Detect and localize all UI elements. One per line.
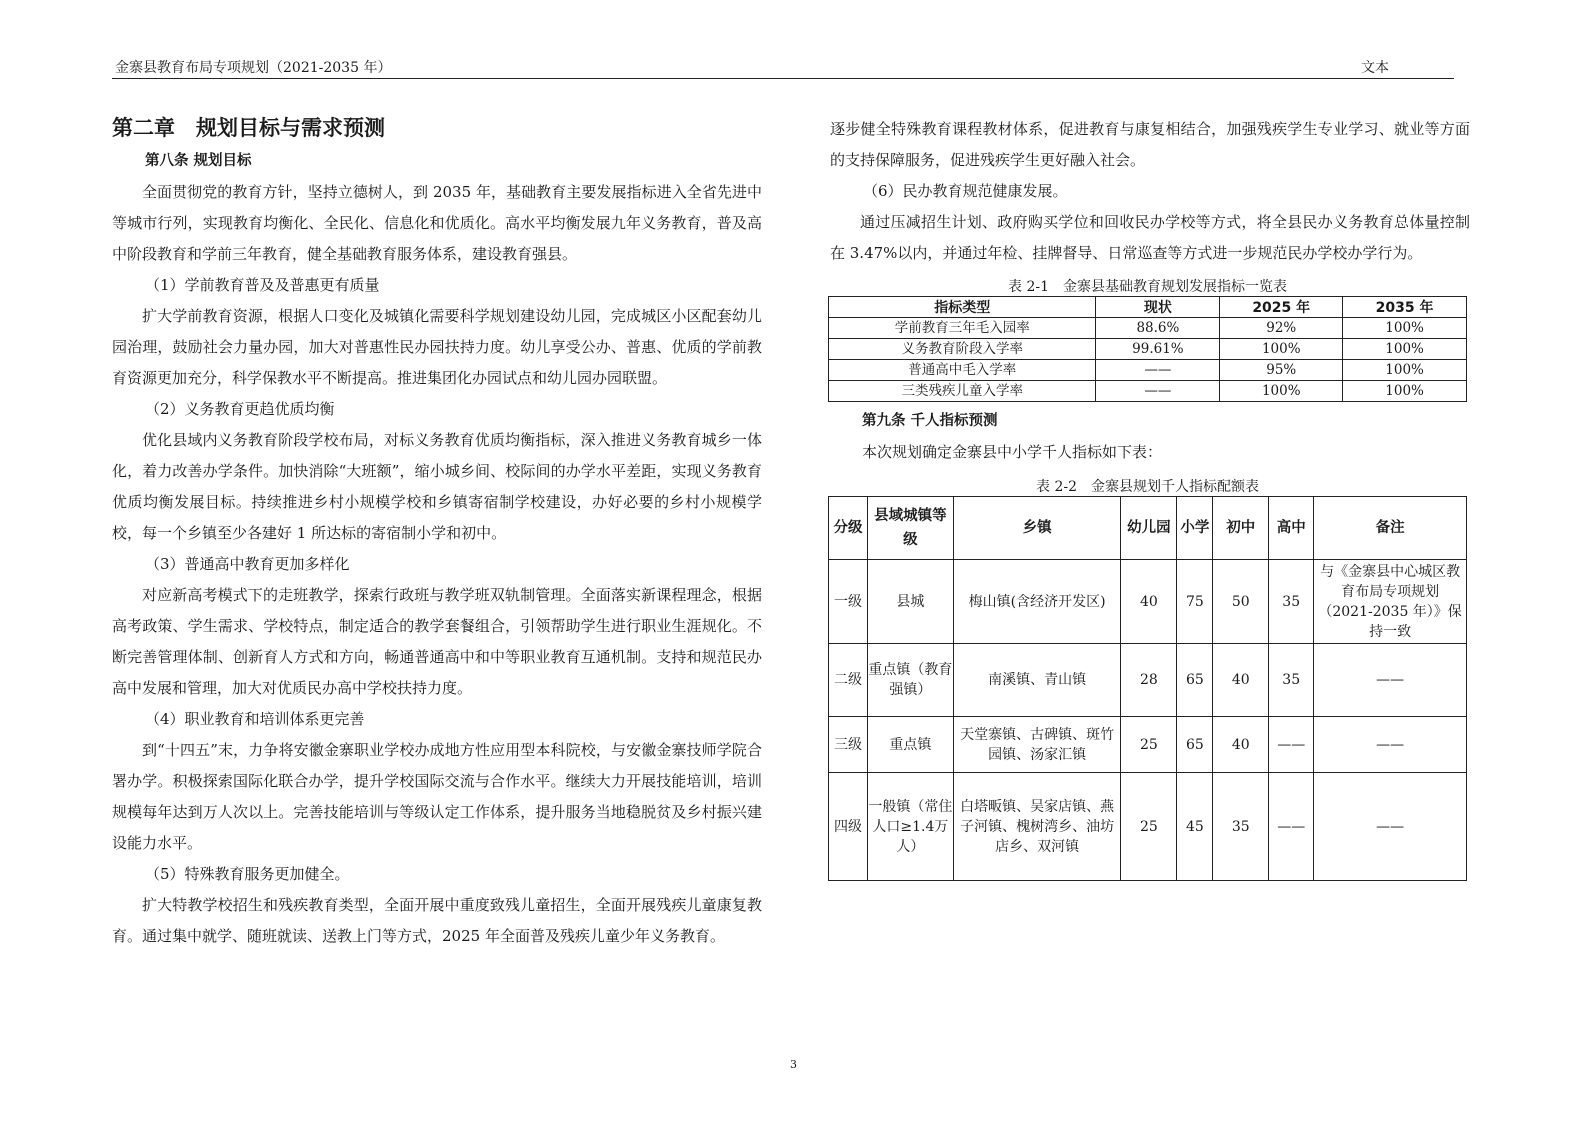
table2-quota: [828, 496, 1467, 881]
table-row: [829, 644, 1467, 717]
table-cell: 100%: [1343, 318, 1467, 339]
kindergarten-cell: 40: [1121, 560, 1177, 644]
header-divider: [112, 78, 1454, 79]
table-cell: 92%: [1220, 318, 1343, 339]
table2-caption: 表 2-2 金寨县规划千人指标配额表: [1036, 479, 1259, 495]
kindergarten-cell: 25: [1121, 717, 1177, 773]
level-cell: 三级: [829, 717, 868, 773]
level-cell: 一级: [829, 560, 868, 644]
grade-cell: 重点镇（教育强镇）: [867, 644, 953, 717]
right-column: [830, 114, 1470, 269]
table-cell: 100%: [1343, 381, 1467, 402]
high-cell: 35: [1269, 560, 1314, 644]
section-label: 文本: [1361, 60, 1389, 76]
table2-header-cell: 幼儿园: [1121, 497, 1177, 560]
table-cell: 99.61%: [1096, 339, 1220, 360]
table-cell: 学前教育三年毛入园率: [829, 318, 1096, 339]
grade-cell: 重点镇: [867, 717, 953, 773]
table-cell: 88.6%: [1096, 318, 1220, 339]
table2-header-cell: 备注: [1314, 497, 1467, 560]
item3-text: 对应新高考模式下的走班教学，探索行政班与教学班双轨制管理。全面落实新课程理念，根据高考政策、学生需求、学校特点，制定适合的教学套餐组合，引领帮助学生进行职业生涯规化。不断完善管理体制、创新育人方式和方向，畅通普通高中和中等职业教育互通机制。支持和规范民办高中发展和管理，加大对优质民办高中学校扶持力度。: [112, 586, 762, 697]
page-number: 3: [790, 1058, 797, 1071]
table1-header-cell: 2035 年: [1343, 297, 1467, 318]
table2-header-cell: 县域城镇等级: [867, 497, 953, 560]
kindergarten-cell: 28: [1121, 644, 1177, 717]
towns-cell: 天堂寨镇、古碑镇、斑竹园镇、汤家汇镇: [953, 717, 1121, 773]
table-cell: ——: [1096, 381, 1220, 402]
item4-text: 到“十四五”末，力争将安徽金寨职业学校办成地方性应用型本科院校，与安徽金寨技师学院合署办学。积极探索国际化联合办学，提升学校国际交流与合作水平。继续大力开展技能培训，培训规模每年达到万人次以上。完善技能培训与等级认定工作体系，提升服务当地稳脱贫及乡村振兴建设能力水平。: [112, 741, 762, 852]
note-cell: ——: [1314, 644, 1467, 717]
table-cell: 100%: [1343, 339, 1467, 360]
table-cell: 100%: [1343, 360, 1467, 381]
table1-header-cell: 现状: [1096, 297, 1220, 318]
high-cell: 35: [1269, 644, 1314, 717]
table-row: [829, 560, 1467, 644]
table-row: [829, 381, 1467, 402]
note-cell: ——: [1314, 717, 1467, 773]
item3-heading: （3）普通高中教育更加多样化: [145, 555, 350, 573]
kindergarten-cell: 25: [1121, 773, 1177, 881]
primary-cell: 75: [1177, 560, 1213, 644]
article9-intro: 本次规划确定金寨县中小学千人指标如下表：: [862, 443, 1163, 461]
table2-header-cell: 小学: [1177, 497, 1213, 560]
article8-intro: 全面贯彻党的教育方针，坚持立德树人，到 2035 年，基础教育主要发展指标进入全省先进中等城市行列，实现教育均衡化、全民化、信息化和优质化。高水平均衡发展九年义务教育，普及高中阶段教育和学前三年教育，健全基础教育服务体系，建设教育强县。: [112, 183, 762, 263]
table1-caption: 表 2-1 金寨县基础教育规划发展指标一览表: [1008, 279, 1287, 295]
table1-header-cell: 2025 年: [1220, 297, 1343, 318]
note-cell: 与《金寨县中心城区教育布局专项规划（2021-2035 年）》保持一致: [1314, 560, 1467, 644]
item5-heading: （5）特殊教育服务更加健全。: [145, 865, 350, 883]
high-cell: ——: [1269, 717, 1314, 773]
table-cell: 100%: [1220, 381, 1343, 402]
table2-header-cell: 分级: [829, 497, 868, 560]
left-column: [112, 110, 762, 952]
table-cell: 100%: [1220, 339, 1343, 360]
table-cell: 95%: [1220, 360, 1343, 381]
grade-cell: 一般镇（常住人口≥1.4万人）: [867, 773, 953, 881]
table-row: [829, 717, 1467, 773]
grade-cell: 县城: [867, 560, 953, 644]
middle-cell: 40: [1213, 644, 1269, 717]
item2-heading: （2）义务教育更趋优质均衡: [145, 400, 335, 418]
table2-header-cell: 高中: [1269, 497, 1314, 560]
article9-title: 第九条 千人指标预测: [862, 413, 998, 429]
towns-cell: 南溪镇、青山镇: [953, 644, 1121, 717]
table-cell: ——: [1096, 360, 1220, 381]
item5-continued: 逐步健全特殊教育课程教材体系，促进教育与康复相结合，加强残疾学生专业学习、就业等方面的支持保障服务，促进残疾学生更好融入社会。: [830, 120, 1470, 169]
article8-title: 第八条 规划目标: [145, 153, 252, 169]
item2-text: 优化县域内义务教育阶段学校布局，对标义务教育优质均衡指标，深入推进义务教育城乡一体化，着力改善办学条件。加快消除“大班额”，缩小城乡间、校际间的办学水平差距，实现义务教育优质均衡发展目标。持续推进乡村小规模学校和乡镇寄宿制学校建设，办好必要的乡村小规模学校，每一个乡镇至少各建好 1 所达标的寄宿制小学和初中。: [112, 431, 762, 542]
middle-cell: 40: [1213, 717, 1269, 773]
item1-text: 扩大学前教育资源，根据人口变化及城镇化需要科学规划建设幼儿园，完成城区小区配套幼儿园治理，鼓励社会力量办园，加大对普惠性民办园扶持力度。幼儿享受公办、普惠、优质的学前教育资源更加充分，科学保教水平不断提高。推进集团化办园试点和幼儿园办园联盟。: [112, 307, 762, 387]
towns-cell: 梅山镇(含经济开发区): [953, 560, 1121, 644]
table-cell: 三类残疾儿童入学率: [829, 381, 1096, 402]
item6-text: 通过压减招生计划、政府购买学位和回收民办学校等方式，将全县民办义务教育总体量控制在 3.47%以内，并通过年检、挂牌督导、日常巡查等方式进一步规范民办学校办学行为。: [830, 213, 1470, 262]
primary-cell: 65: [1177, 644, 1213, 717]
primary-cell: 45: [1177, 773, 1213, 881]
item6-heading: （6）民办教育规范健康发展。: [863, 182, 1068, 200]
document-title: 金寨县教育布局专项规划（2021-2035 年）: [115, 60, 392, 76]
table-row: [829, 360, 1467, 381]
middle-cell: 35: [1213, 773, 1269, 881]
towns-cell: 白塔畈镇、吴家店镇、燕子河镇、槐树湾乡、油坊店乡、双河镇: [953, 773, 1121, 881]
table-cell: 义务教育阶段入学率: [829, 339, 1096, 360]
table1-header-cell: 指标类型: [829, 297, 1096, 318]
table2-header-row: [829, 497, 1467, 560]
page-header: [112, 57, 1467, 79]
table-row: [829, 773, 1467, 881]
table2-header-cell: 乡镇: [953, 497, 1121, 560]
table1-header-row: [829, 297, 1467, 318]
table2-header-cell: 初中: [1213, 497, 1269, 560]
item5-text: 扩大特教学校招生和残疾教育类型，全面开展中重度致残儿童招生，全面开展残疾儿童康复教育。通过集中就学、随班就读、送教上门等方式，2025 年全面普及残疾儿童少年义务教育。: [112, 896, 762, 945]
primary-cell: 65: [1177, 717, 1213, 773]
table-cell: 普通高中毛入学率: [829, 360, 1096, 381]
level-cell: 四级: [829, 773, 868, 881]
table-row: [829, 318, 1467, 339]
item4-heading: （4）职业教育和培训体系更完善: [145, 710, 365, 728]
item1-heading: （1）学前教育普及及普惠更有质量: [145, 276, 380, 294]
level-cell: 二级: [829, 644, 868, 717]
middle-cell: 50: [1213, 560, 1269, 644]
table1-indicators: [828, 296, 1467, 402]
high-cell: ——: [1269, 773, 1314, 881]
note-cell: ——: [1314, 773, 1467, 881]
chapter-title: 第二章 规划目标与需求预测: [112, 116, 385, 140]
table-row: [829, 339, 1467, 360]
